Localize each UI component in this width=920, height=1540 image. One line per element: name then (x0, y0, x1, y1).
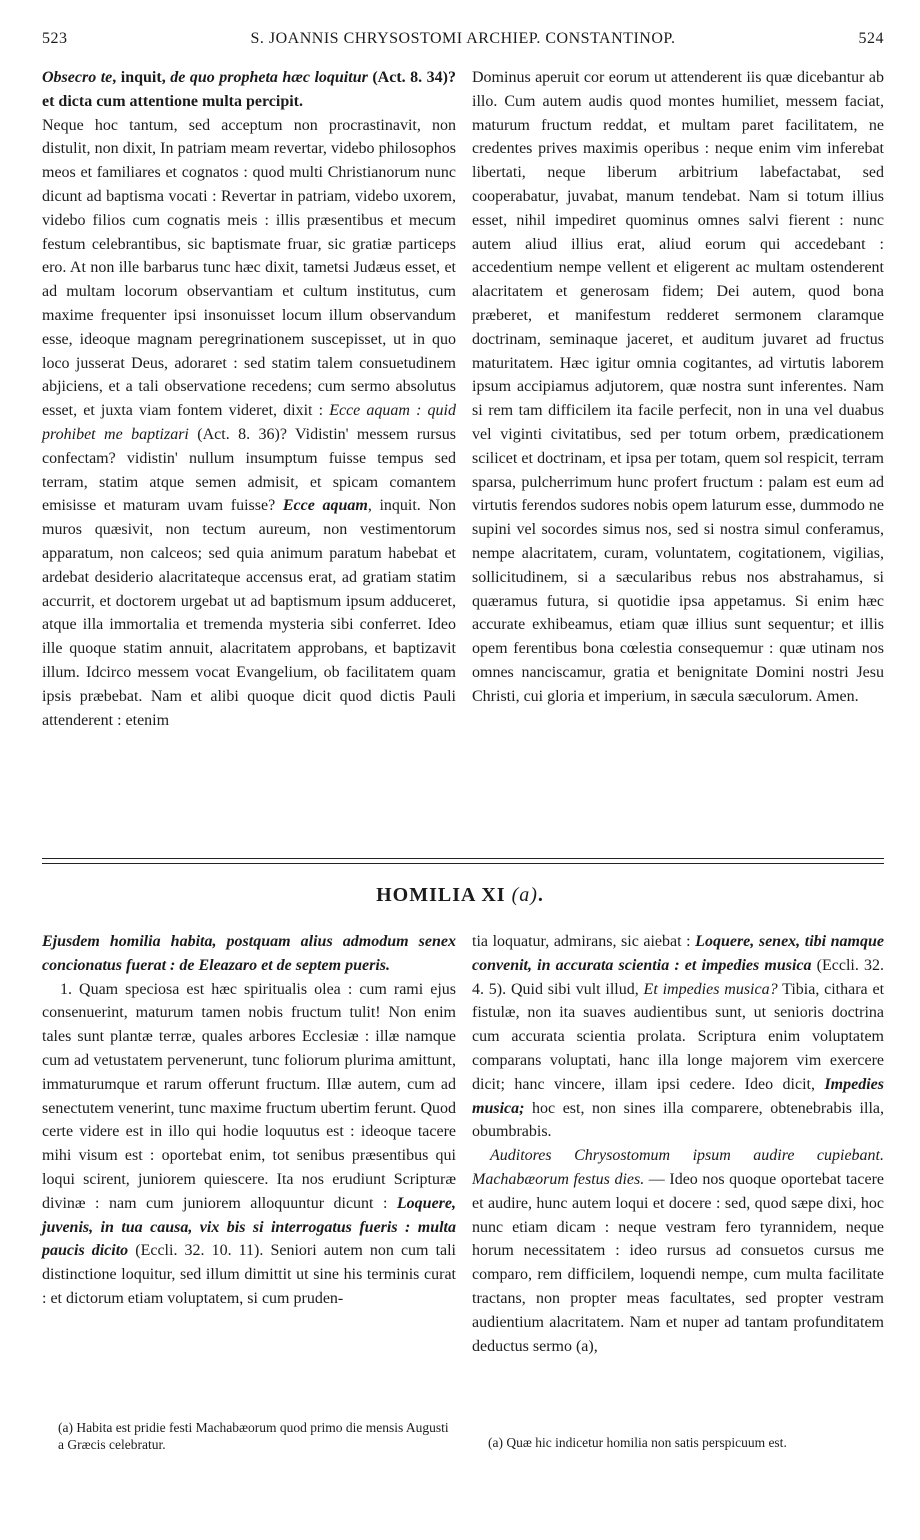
running-title: S. JOANNIS CHRYSOSTOMI ARCHIEP. CONSTANTINOP. (250, 30, 676, 47)
homily-title: HOMILIA XI (376, 884, 506, 906)
paragraph (472, 1144, 884, 1358)
text-run: 1. Quam speciosa est hæc spiritualis olea : cum rami ejus consenuerint, maturum tamen nobis fructum tulit! Non enim tales sunt plantæ terræ, quales arbores Ecclesiæ : illæ namque cum ad vetustatem pervenerunt, tunc foliorum plurima amittunt, immaturumque et rarum offerunt fructum. Illæ autem, cum ad senectutem venerint, tunc maxime fructum ubertim ferunt. Quod certe videre est in illo qui hodie loquutus est : ideoque tacere mihi visum est : oportebat enim, tot senibus præsentibus qui loqui scirent, juniorem quiescere. Ita nos erudiunt Scripturæ divinæ : nam cum juniorem alloquuntur dicunt : (42, 980, 456, 1212)
footnote-right: (a) Quæ hic indicetur homilia non satis perspicuum est. (488, 1435, 787, 1450)
text-run: (Act. 8. 36)? Vidistin' messem rursus confectam? vidistin' nullum insumptum fuisse tempus sed terram, statim atque semen admisit, et spicam comantem emisisse et maturam uvam fuisse? (42, 425, 456, 515)
footnote-mark: (a) (511, 884, 538, 906)
column-bottom-left (42, 930, 456, 1311)
running-header (42, 30, 884, 60)
paragraph (42, 66, 456, 114)
page-number-left: 523 (42, 30, 68, 47)
text-run: , inquit. Non muros quæsivit, non tectum aureum, non vestimentorum apparatum, non calceos; sed quia animum paratum habebat et ardebat desiderio alacritateque accensus erat, ad gratiam statim accurrit, et doctorem urgebat ut ad baptismum ipsum adduceret, atque illa immortalia et tremenda mysteria sibi conferret. Ideo ille quoque statim annuit, alacritatem approbans, et baptizavit illum. Idcirco messem vocat Evangelium, ob facilitatem quam ipsis præbebat. Nam et alibi quoque dicit quod dictis Pauli attenderent : etenim (42, 497, 456, 729)
paragraph (42, 978, 456, 1311)
paragraph: Dominus aperuit cor eorum ut attenderent iis quæ dicebantur ab illo. Cum autem audis quod montes humiliet, messem faciat, maturum fructum reddat, et multam paret facilitatem, ne credentes prives maximis operibus : neque enim vim inferebat libertati, neque liberum arbitrium labefactabat, sed cooperabatur, juvabat, manum tendebat. Nam si totum illius esset, nihil impediret quominus omnes salvi fierent : nunc autem aliud illius erat, aliud eorum qui accedebant : accedentium nempe vellent et eligerent ac multam ostenderent alacritatem et generosam fidem; Dei autem, quod bona præberet, et manifestum redderet sermonem claramque doctrinam, seminaque jaceret, et auditum juvaret ad fructus maturitatem. Hæc igitur omnia cogitantes, ad virtutis laborem ipsum accipiamus adjutorem, quæ nostra sunt inferentes. Nam si rem tam difficilem ita facile perfecit, non in una vel duabus vel viginti civitatibus, sed per totum orbem, prædicationem scilicet et doctrinam, et ipsa per totam, quem sol respicit, terram sparsa, pulcherrimum hunc profert fructum : palam est eum ad virtutis ferendos sudores nobis opem laturum esse, dummodo ne supini vel socordes simus nos, sed si nostra simul conferamus, nempe alacritatem, curam, voluntatem, cogitationem, vigilias, sollicitudinem, si a sæcularibus rebus nos abstrahamus, si quæramus futura, si quotidie ipsa appetamus. Si enim hæc accurate exhibeamus, etiam quæ illius sunt sequentur; et illis opem ferentibus bona cœlestia consequemur : quæ utinam nos omnes nanciscamur, gratia et benignitate Domini nostri Jesu Christi, cui gloria et imperium, in sæcula sæculorum. Amen. (472, 69, 884, 705)
quote: Ecce aquam (282, 497, 368, 515)
quote: Impedies musica; (472, 1075, 884, 1117)
marginal-heading: Auditores Chrysostomum ipsum audire cupiebant. Machabæorum festus dies. (472, 1147, 884, 1188)
footnote-left: (a) Habita est pridie festi Machabæorum quod primo die mensis Augusti a Græcis celebratur. (58, 1420, 449, 1452)
inscription: Ejusdem homilia habita, postquam alius admodum senex concionatus fuerat : de Eleazaro et de septem pueris. (42, 933, 456, 974)
quote: Et impedies musica? (643, 980, 778, 998)
text-run: , inquit, (112, 69, 171, 86)
divider (42, 863, 884, 864)
paragraph (472, 930, 884, 1144)
column-top-right (472, 66, 884, 709)
page-number-right: 524 (858, 30, 884, 47)
quote: Loquere, senex, tibi namque convenit, in accurata scientia : et impedies musica (472, 933, 885, 974)
text-run: tia loquatur, admirans, sic aiebat : (472, 933, 696, 950)
paragraph (42, 114, 456, 733)
text-run: (Eccli. 32. 10. 11). Seniori autem non cum tali distinctione loquitur, sed illum dimittit ut sine his terminis curat : et dictorum etiam voluptatem, si cum pruden- (42, 1242, 457, 1307)
text-run: Neque hoc tantum, sed acceptum non procrastinavit, non distulit, non dixit, In patriam meam revertar, videbo philosophos meos et familiares et cognatos : quod multi Christianorum nunc dicunt ad baptisma vocati : Revertar in patriam, videbo uxorem, videbo filios cum cognatis meis : illis præsentibus et mecum festum celebrantibus, sic baptismate fruar, sic gratiæ particeps ero. At non ille barbarus tunc hæc dixit, tametsi Judæus esset, et ad multam locorum observantiam et cultum institutus, cum maxime frequenter ipsi insonuisset locum illum observandum esse, ideoque magnam peregrinationem suscepisset, ut in quo loco jusserat Deus, adoraret : sed statim talem consuetudinem abjiciens, et a tali observatione recedens; cum sermo absolutus esset, et juxta viam fontem videret, dixit : (42, 116, 456, 420)
divider (42, 858, 884, 859)
quote: Loquere, juvenis, in tua causa, vix bis si interrogatus fueris : multa paucis dicito (42, 1194, 456, 1260)
text-run: — Ideo nos quoque oportebat tacere et audire, hunc autem loqui et docere : sed, quod sæpe dixi, hoc nunc etiam dicam : neque vestram fero tyrannidem, neque horum necessitatem : ideo rursus ad consuetos cursus me comparo, rem difficilem, loquendi nempe, cum multa facilitate tractans, non propter meas facultates, sed propter vestram audientium alacritatem. Nam et nuper ad tantam profunditatem deductus sermo (a), (472, 1170, 884, 1355)
quote: de quo propheta hæc loquitur (170, 69, 368, 86)
text-run: hoc est, non sines illa comparere, obtenebrabis illa, obumbrabis. (472, 1099, 884, 1141)
column-top-left (42, 66, 456, 732)
text-run: . (537, 884, 544, 906)
text-run: (Eccli. 32. 4. 5). Quid sibi vult illud, (472, 956, 884, 998)
text-run: (Act. 8. 34)? et dicta cum attentione multa percipit. (42, 69, 456, 110)
quote: Ecce aquam : quid prohibet me baptizari (42, 402, 457, 443)
homily-heading (0, 884, 920, 907)
quote: Obsecro te (42, 69, 113, 86)
column-bottom-right (472, 930, 884, 1358)
text-run: Tibia, cithara et fistulæ, non ita suaves audientibus sunt, ut senioris doctrina cum accurata scientia prolata. Scriptura enim voluptatem comparans voluptati, hanc illa longe majorem vim exercere dicit; hanc vincere, illam ipsi cedere. Ideo dicit, (472, 980, 885, 1093)
